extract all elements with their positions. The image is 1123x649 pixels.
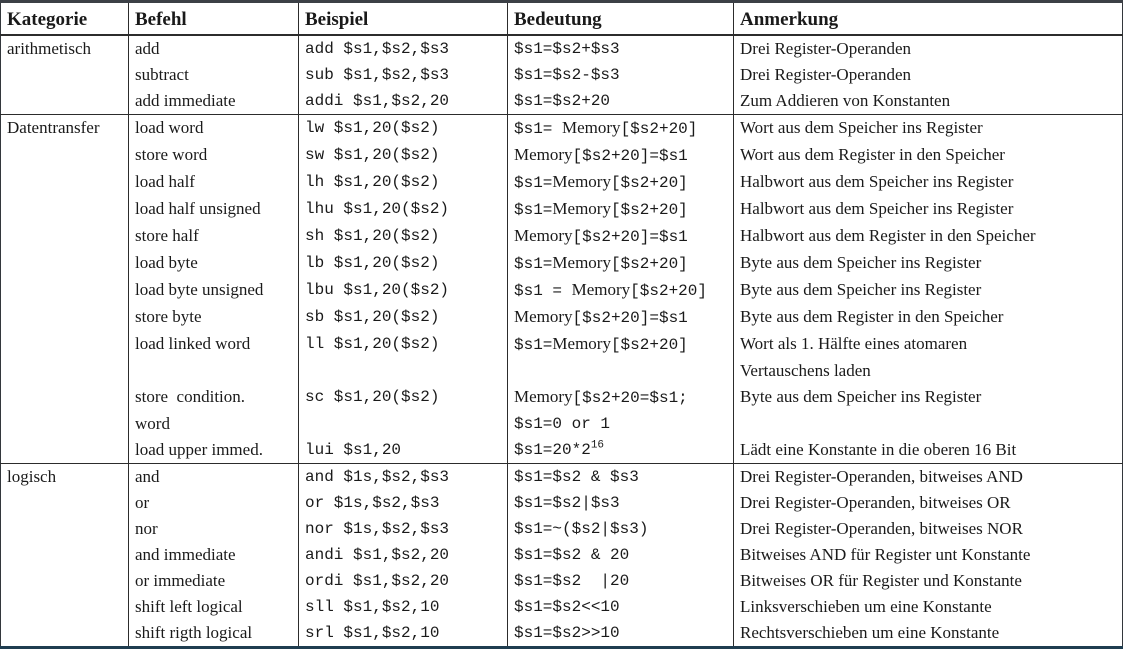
memory-keyword: Memory	[562, 118, 621, 137]
cell-beispiel: ordi $s1,$s2,20	[299, 568, 508, 594]
cell-bedeutung: $s1 = Memory[$s2+20]	[508, 277, 734, 304]
cell-beispiel: and $1s,$s2,$s3	[299, 464, 508, 491]
cell-beispiel: lb $s1,20($s2)	[299, 250, 508, 277]
section-arithmetisch	[1, 35, 1123, 115]
cell-kategorie: logisch	[1, 464, 129, 648]
memory-keyword: Memory	[552, 253, 611, 272]
superscript: 16	[590, 439, 605, 452]
table-row	[1, 411, 1123, 437]
memory-keyword: Memory	[571, 280, 631, 299]
cell-befehl: load half unsigned	[129, 196, 299, 223]
cell-anmerkung: Vertauschens laden	[734, 358, 1123, 384]
memory-keyword: Memory	[514, 307, 573, 326]
table-row	[1, 169, 1123, 196]
table-row	[1, 250, 1123, 277]
table-row	[1, 223, 1123, 250]
cell-befehl: subtract	[129, 62, 299, 88]
cell-bedeutung: $\$s1=20*2^{16}$	[508, 437, 734, 464]
table-header	[1, 2, 1123, 36]
cell-anmerkung: Byte aus dem Register in den Speicher	[734, 304, 1123, 331]
cell-beispiel	[299, 411, 508, 437]
memory-keyword: Memory	[514, 387, 573, 406]
cell-bedeutung: $s1=$s2|$s3	[508, 490, 734, 516]
table-row	[1, 620, 1123, 648]
memory-keyword: Memory	[552, 172, 611, 191]
cell-beispiel: or $1s,$s2,$s3	[299, 490, 508, 516]
table-row	[1, 516, 1123, 542]
cell-bedeutung: Memory[$s2+20]=$s1	[508, 142, 734, 169]
cell-beispiel: ll $s1,20($s2)	[299, 331, 508, 358]
header-row	[1, 2, 1123, 36]
cell-beispiel: sh $s1,20($s2)	[299, 223, 508, 250]
table-row	[1, 331, 1123, 358]
table-row	[1, 490, 1123, 516]
table-row	[1, 142, 1123, 169]
cell-beispiel: lhu $s1,20($s2)	[299, 196, 508, 223]
cell-bedeutung: $s1=Memory[$s2+20]	[508, 250, 734, 277]
cell-kategorie: arithmetisch	[1, 35, 129, 115]
table-row	[1, 384, 1123, 411]
cell-anmerkung: Byte aus dem Speicher ins Register	[734, 250, 1123, 277]
memory-keyword: Memory	[552, 199, 611, 218]
cell-befehl: load byte	[129, 250, 299, 277]
table-row	[1, 62, 1123, 88]
cell-bedeutung: $s1=$s2>>10	[508, 620, 734, 648]
cell-bedeutung: $s1=$s2+20	[508, 88, 734, 115]
cell-bedeutung: $s1=$s2 & 20	[508, 542, 734, 568]
column-header-anmerkung: Anmerkung	[734, 2, 1123, 36]
cell-anmerkung: Bitweises AND für Register unt Konstante	[734, 542, 1123, 568]
cell-beispiel: andi $s1,$s2,20	[299, 542, 508, 568]
cell-beispiel: lh $s1,20($s2)	[299, 169, 508, 196]
cell-bedeutung	[508, 358, 734, 384]
cell-befehl: nor	[129, 516, 299, 542]
cell-bedeutung: Memory[$s2+20]=$s1	[508, 304, 734, 331]
section-logisch	[1, 464, 1123, 648]
cell-beispiel: sw $s1,20($s2)	[299, 142, 508, 169]
cell-befehl: load half	[129, 169, 299, 196]
column-header-kategorie: Kategorie	[1, 2, 129, 36]
cell-befehl: load byte unsigned	[129, 277, 299, 304]
cell-befehl: store condition.	[129, 384, 299, 411]
cell-bedeutung: $s1=$s2-$s3	[508, 62, 734, 88]
cell-bedeutung: $s1=$s2<<10	[508, 594, 734, 620]
cell-anmerkung: Wort aus dem Register in den Speicher	[734, 142, 1123, 169]
column-header-befehl: Befehl	[129, 2, 299, 36]
cell-bedeutung: $s1=$s2+$s3	[508, 35, 734, 62]
table-row	[1, 277, 1123, 304]
cell-bedeutung: $s1=$s2 |20	[508, 568, 734, 594]
cell-anmerkung: Drei Register-Operanden, bitweises OR	[734, 490, 1123, 516]
cell-befehl: load linked word	[129, 331, 299, 358]
cell-anmerkung: Rechtsverschieben um eine Konstante	[734, 620, 1123, 648]
cell-bedeutung: $s1=0 or 1	[508, 411, 734, 437]
cell-anmerkung: Drei Register-Operanden	[734, 35, 1123, 62]
cell-bedeutung: Memory[$s2+20=$s1;	[508, 384, 734, 411]
cell-beispiel: addi $s1,$s2,20	[299, 88, 508, 115]
cell-bedeutung: $s1= Memory[$s2+20]	[508, 115, 734, 143]
cell-anmerkung: Halbwort aus dem Speicher ins Register	[734, 196, 1123, 223]
cell-beispiel: add $s1,$s2,$s3	[299, 35, 508, 62]
table-row	[1, 304, 1123, 331]
memory-keyword: Memory	[514, 226, 573, 245]
cell-beispiel: lbu $s1,20($s2)	[299, 277, 508, 304]
cell-befehl: add	[129, 35, 299, 62]
cell-anmerkung: Halbwort aus dem Speicher ins Register	[734, 169, 1123, 196]
cell-befehl: store half	[129, 223, 299, 250]
cell-anmerkung: Lädt eine Konstante in die oberen 16 Bit	[734, 437, 1123, 464]
cell-anmerkung: Drei Register-Operanden	[734, 62, 1123, 88]
table-row	[1, 115, 1123, 143]
cell-befehl: or immediate	[129, 568, 299, 594]
table-row	[1, 358, 1123, 384]
cell-befehl: shift left logical	[129, 594, 299, 620]
table-row	[1, 88, 1123, 115]
cell-befehl: add immediate	[129, 88, 299, 115]
cell-befehl: load upper immed.	[129, 437, 299, 464]
cell-kategorie: Datentransfer	[1, 115, 129, 464]
cell-bedeutung: $s1=~($s2|$s3)	[508, 516, 734, 542]
section-datentransfer	[1, 115, 1123, 464]
cell-befehl: shift rigth logical	[129, 620, 299, 648]
cell-beispiel	[299, 358, 508, 384]
cell-anmerkung: Linksverschieben um eine Konstante	[734, 594, 1123, 620]
cell-anmerkung: Byte aus dem Speicher ins Register	[734, 384, 1123, 411]
cell-beispiel: sub $s1,$s2,$s3	[299, 62, 508, 88]
cell-anmerkung: Drei Register-Operanden, bitweises AND	[734, 464, 1123, 491]
cell-beispiel: lui $s1,20	[299, 437, 508, 464]
cell-bedeutung: $s1=Memory[$s2+20]	[508, 331, 734, 358]
cell-bedeutung: $s1=$s2 & $s3	[508, 464, 734, 491]
cell-befehl: and immediate	[129, 542, 299, 568]
cell-anmerkung: Byte aus dem Speicher ins Register	[734, 277, 1123, 304]
cell-beispiel: nor $1s,$s2,$s3	[299, 516, 508, 542]
cell-beispiel: srl $s1,$s2,10	[299, 620, 508, 648]
memory-keyword: Memory	[514, 145, 573, 164]
cell-anmerkung: Wort als 1. Hälfte eines atomaren	[734, 331, 1123, 358]
cell-beispiel: sc $s1,20($s2)	[299, 384, 508, 411]
cell-anmerkung: Drei Register-Operanden, bitweises NOR	[734, 516, 1123, 542]
cell-beispiel: lw $s1,20($s2)	[299, 115, 508, 143]
cell-befehl: load word	[129, 115, 299, 143]
cell-befehl: store word	[129, 142, 299, 169]
cell-bedeutung: $s1=Memory[$s2+20]	[508, 169, 734, 196]
cell-bedeutung: $s1=Memory[$s2+20]	[508, 196, 734, 223]
cell-anmerkung: Wort aus dem Speicher ins Register	[734, 115, 1123, 143]
cell-befehl	[129, 358, 299, 384]
cell-beispiel: sll $s1,$s2,10	[299, 594, 508, 620]
table-row	[1, 35, 1123, 62]
cell-befehl: store byte	[129, 304, 299, 331]
column-header-beispiel: Beispiel	[299, 2, 508, 36]
cell-anmerkung: Bitweises OR für Register und Konstante	[734, 568, 1123, 594]
memory-keyword: Memory	[552, 334, 611, 353]
cell-befehl: and	[129, 464, 299, 491]
cell-befehl: or	[129, 490, 299, 516]
table-row	[1, 594, 1123, 620]
cell-anmerkung	[734, 411, 1123, 437]
cell-anmerkung: Halbwort aus dem Register in den Speicher	[734, 223, 1123, 250]
cell-anmerkung: Zum Addieren von Konstanten	[734, 88, 1123, 115]
column-header-bedeutung: Bedeutung	[508, 2, 734, 36]
cell-bedeutung: Memory[$s2+20]=$s1	[508, 223, 734, 250]
table-row	[1, 568, 1123, 594]
table-row	[1, 196, 1123, 223]
cell-beispiel: sb $s1,20($s2)	[299, 304, 508, 331]
table-row	[1, 542, 1123, 568]
table-row	[1, 437, 1123, 464]
table-row	[1, 464, 1123, 491]
cell-befehl: word	[129, 411, 299, 437]
